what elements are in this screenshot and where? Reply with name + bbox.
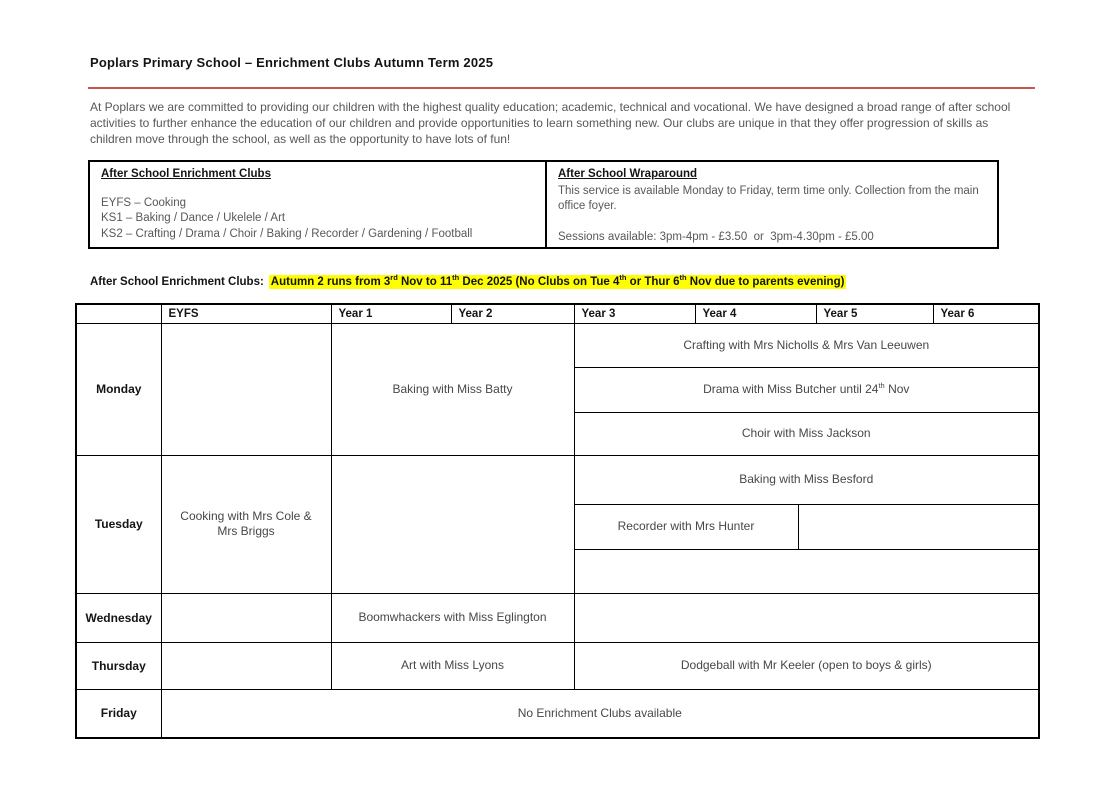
timetable-header-row [76, 304, 1039, 323]
cell-thursday-eyfs [161, 642, 331, 689]
clubs-timetable [75, 303, 1040, 739]
cell-tuesday-year1-2 [331, 455, 574, 593]
header-cell-year4: Year 4 [695, 304, 816, 323]
clubs-line-ks1: KS1 – Baking / Dance / Ukelele / Art [101, 212, 286, 224]
wednesday-row [76, 593, 1039, 642]
header-cell-year2: Year 2 [451, 304, 574, 323]
enrichment-clubs-list [101, 196, 534, 243]
header-cell-year6: Year 6 [933, 304, 1039, 323]
notice-prefix: After School Enrichment Clubs: [90, 276, 264, 288]
cell-monday-year1-2: Baking with Miss Batty [331, 323, 574, 455]
cell-wednesday-boomwhackers: Boomwhackers with Miss Eglington [331, 593, 574, 642]
wraparound-heading: After School Wraparound [558, 168, 698, 180]
cell-monday-crafting: Crafting with Mrs Nicholls & Mrs Van Leeuwen [574, 323, 1039, 367]
header-cell-day [76, 304, 161, 323]
cell-monday-choir: Choir with Miss Jackson [574, 412, 1039, 455]
enrichment-clubs-heading: After School Enrichment Clubs [101, 168, 271, 180]
info-box [88, 160, 999, 249]
day-cell-thursday: Thursday [76, 642, 161, 689]
cell-tuesday-eyfs: Cooking with Mrs Cole & Mrs Briggs [161, 455, 331, 593]
notice-highlight: Autumn 2 runs from 3rd Nov to 11th Dec 2025 (No Clubs on Tue 4th or Thur 6th Nov due to parents evening) [270, 273, 845, 288]
header-cell-year1: Year 1 [331, 304, 451, 323]
cell-thursday-dodgeball: Dodgeball with Mr Keeler (open to boys & girls) [574, 642, 1039, 689]
clubs-line-ks2: KS2 – Crafting / Drama / Choir / Baking / Recorder / Gardening / Football [101, 227, 473, 240]
header-cell-year3: Year 3 [574, 304, 695, 323]
page-title: Poplars Primary School – Enrichment Clubs Autumn Term 2025 [90, 54, 494, 70]
friday-row [76, 689, 1039, 738]
cell-friday-all-years: No Enrichment Clubs available [161, 689, 1039, 738]
thursday-row [76, 642, 1039, 689]
day-cell-monday: Monday [76, 323, 161, 455]
cell-monday-drama: Drama with Miss Butcher until 24th Nov [574, 367, 1039, 412]
header-cell-year5: Year 5 [816, 304, 933, 323]
monday-row-1 [76, 323, 1039, 367]
day-cell-friday: Friday [76, 689, 161, 738]
wraparound-body: This service is available Monday to Friday, term time only. Collection from the main office foyer. [558, 184, 979, 212]
clubs-line-eyfs: EYFS – Cooking [101, 196, 187, 209]
cell-wednesday-year3-6-empty [574, 593, 1039, 642]
cell-monday-eyfs [161, 323, 331, 455]
cell-thursday-art: Art with Miss Lyons [331, 642, 574, 689]
tuesday-row-1 [76, 455, 1039, 504]
header-cell-eyfs: EYFS [161, 304, 331, 323]
title-divider-line [88, 87, 1035, 89]
cell-tuesday-baking: Baking with Miss Besford [574, 455, 1039, 504]
enrichment-clubs-panel [90, 162, 547, 247]
cell-tuesday-recorder-right-empty [798, 504, 1039, 549]
cell-tuesday-row3-empty [574, 549, 1039, 593]
cell-tuesday-recorder: Recorder with Mrs Hunter [574, 504, 798, 549]
day-cell-tuesday: Tuesday [76, 455, 161, 593]
wraparound-panel [547, 162, 997, 247]
wraparound-sessions: Sessions available: 3pm-4pm - £3.50 or 3pm-4.30pm - £5.00 [558, 230, 874, 243]
intro-paragraph: At Poplars we are committed to providing our children with the highest quality education; academic, technical and vocational. We have designed a broad range of after school activities to further enhance the education of our children and provide opportunities to learn something new. Our clubs are unique in that they offer progression of skills as children move through the school, as well as the opportunity to have lots of fun! [90, 100, 1011, 146]
day-cell-wednesday: Wednesday [76, 593, 161, 642]
cell-wednesday-eyfs [161, 593, 331, 642]
notice-line [90, 273, 846, 288]
